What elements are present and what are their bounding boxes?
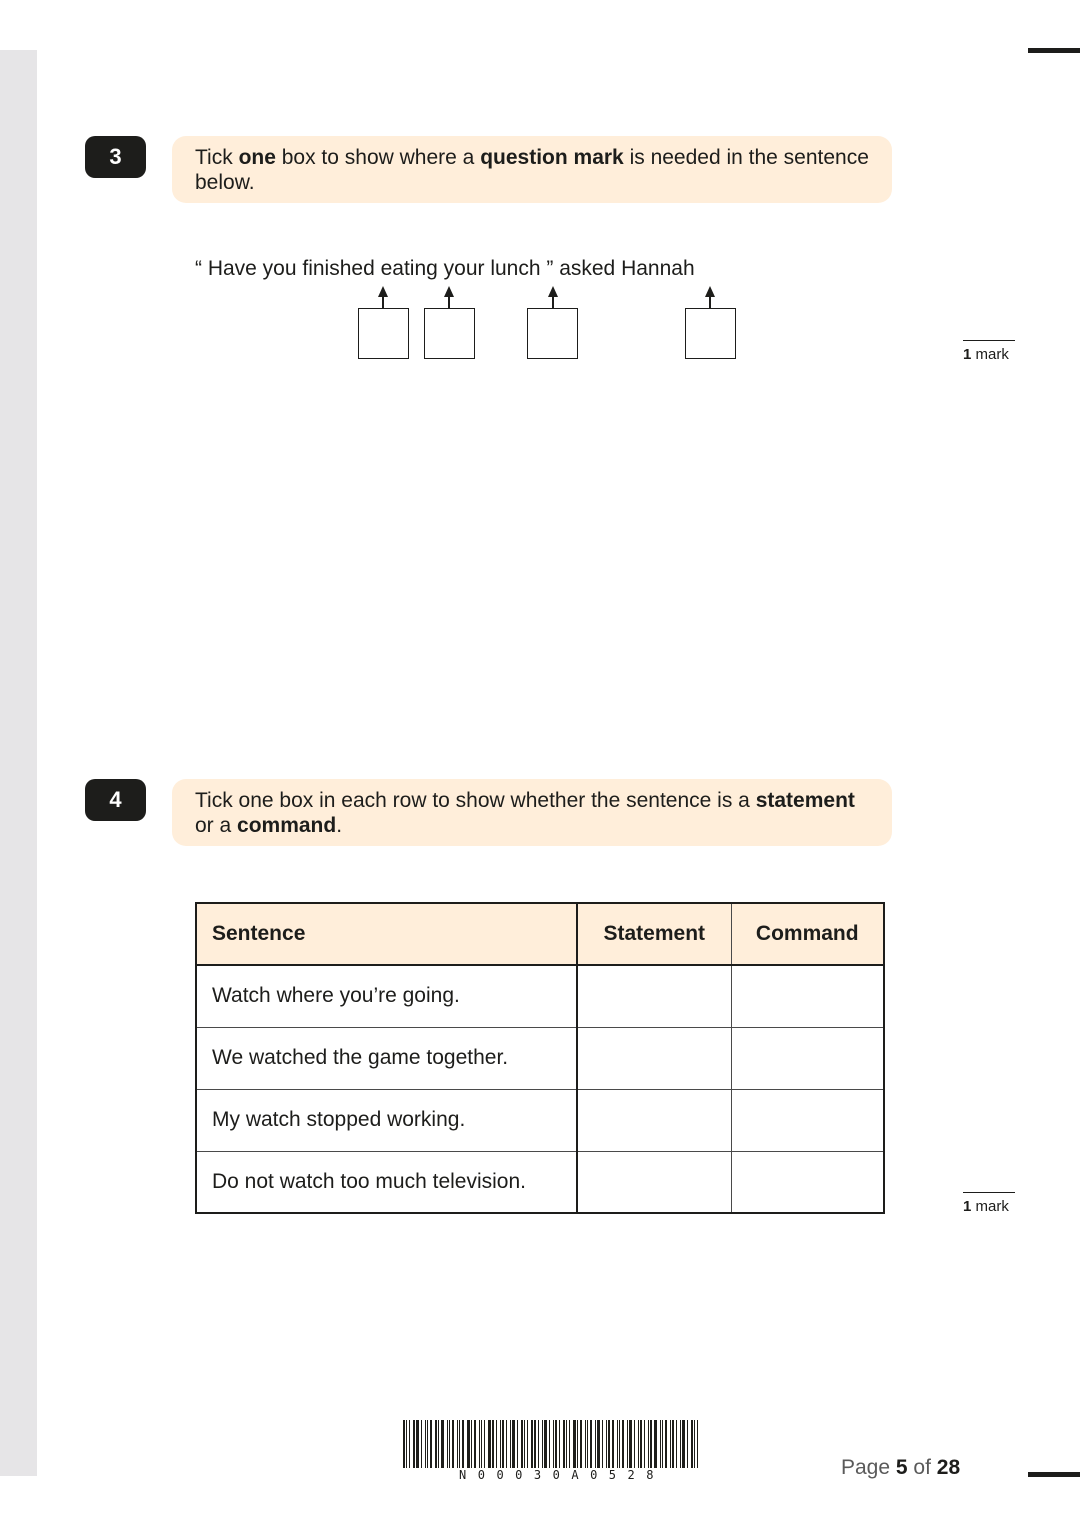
instruction-text: . bbox=[336, 814, 343, 837]
instruction-text: Tick one box in each row to show whether the sentence is a bbox=[195, 789, 756, 812]
statement-tick-box[interactable] bbox=[577, 1151, 731, 1213]
barcode-bar bbox=[650, 1420, 652, 1474]
barcode-bar bbox=[413, 1420, 415, 1474]
barcode-bar bbox=[427, 1420, 428, 1474]
instruction-emphasis: command bbox=[237, 814, 337, 837]
barcode-bar bbox=[634, 1420, 635, 1474]
barcode-bar bbox=[447, 1420, 448, 1474]
barcode-code: N00030A0528 bbox=[403, 1468, 701, 1482]
pointer-arrow-icon bbox=[378, 286, 388, 308]
barcode-bar bbox=[467, 1420, 470, 1474]
sentence-cell: Do not watch too much television. bbox=[196, 1151, 577, 1213]
question-4-mark bbox=[963, 1198, 1009, 1215]
barcode-bar bbox=[697, 1420, 698, 1474]
barcode-bar bbox=[680, 1420, 681, 1474]
question-3-instruction bbox=[172, 136, 892, 203]
barcode-bar bbox=[559, 1420, 560, 1474]
sentence-cell: Watch where you’re going. bbox=[196, 965, 577, 1027]
barcode-bar bbox=[462, 1420, 464, 1474]
barcode-bar bbox=[682, 1420, 685, 1474]
table-row bbox=[196, 1027, 884, 1089]
barcode-bar bbox=[617, 1420, 618, 1474]
barcode-bar bbox=[481, 1420, 482, 1474]
instruction-emphasis: one bbox=[238, 146, 276, 169]
barcode-bar bbox=[687, 1420, 688, 1474]
tick-box-2[interactable] bbox=[424, 308, 475, 359]
page-total: 28 bbox=[936, 1456, 961, 1479]
barcode-bar bbox=[438, 1420, 439, 1474]
barcode-bar bbox=[500, 1420, 501, 1474]
barcode-bar bbox=[549, 1420, 550, 1474]
corner-registration-mark bbox=[1028, 1472, 1080, 1477]
sentence-cell: We watched the game together. bbox=[196, 1027, 577, 1089]
table-row bbox=[196, 1151, 884, 1213]
barcode-bar bbox=[502, 1420, 504, 1474]
header-statement: Statement bbox=[577, 903, 731, 965]
barcode-bar bbox=[492, 1420, 494, 1474]
barcode-bar bbox=[506, 1420, 507, 1474]
barcode-bar bbox=[597, 1420, 600, 1474]
page-current: 5 bbox=[895, 1456, 908, 1479]
barcode-bar bbox=[595, 1420, 596, 1474]
barcode-bar bbox=[553, 1420, 554, 1474]
barcode-bar bbox=[521, 1420, 523, 1474]
barcode-bar bbox=[672, 1420, 674, 1474]
barcode-bar bbox=[587, 1420, 588, 1474]
statement-tick-box[interactable] bbox=[577, 965, 731, 1027]
barcode-bar bbox=[406, 1420, 407, 1474]
barcode-bar bbox=[457, 1420, 458, 1474]
barcode-bar bbox=[654, 1420, 657, 1474]
pointer-arrow-icon bbox=[705, 286, 715, 308]
barcode-bar bbox=[638, 1420, 639, 1474]
barcode-bar bbox=[590, 1420, 592, 1474]
page-prefix: Page bbox=[841, 1456, 896, 1479]
barcode-bar bbox=[622, 1420, 624, 1474]
instruction-text: Tick bbox=[195, 146, 239, 169]
question-3-number: 3 bbox=[85, 136, 146, 178]
barcode-bar bbox=[425, 1420, 426, 1474]
command-tick-box[interactable] bbox=[731, 1027, 884, 1089]
command-tick-box[interactable] bbox=[731, 1089, 884, 1151]
barcode-bar bbox=[430, 1420, 432, 1474]
barcode-bar bbox=[421, 1420, 422, 1474]
header-sentence: Sentence bbox=[196, 903, 577, 965]
barcode-bar bbox=[573, 1420, 576, 1474]
question-4-number: 4 bbox=[85, 779, 146, 821]
barcode-bar bbox=[409, 1420, 410, 1474]
barcode-bar bbox=[627, 1420, 628, 1474]
command-tick-box[interactable] bbox=[731, 1151, 884, 1213]
barcode-bar bbox=[531, 1420, 533, 1474]
barcode-bar bbox=[577, 1420, 578, 1474]
header-command: Command bbox=[731, 903, 884, 965]
barcode-bar bbox=[479, 1420, 480, 1474]
statement-tick-box[interactable] bbox=[577, 1027, 731, 1089]
barcode-bar bbox=[449, 1420, 450, 1474]
barcode-bar bbox=[435, 1420, 437, 1474]
barcode-bar bbox=[660, 1420, 661, 1474]
barcode-bar bbox=[527, 1420, 528, 1474]
barcode-bar bbox=[602, 1420, 603, 1474]
barcode-bar bbox=[459, 1420, 460, 1474]
table-row bbox=[196, 1089, 884, 1151]
instruction-emphasis: question mark bbox=[480, 146, 624, 169]
mark-text: mark bbox=[971, 346, 1009, 363]
pointer-arrow-icon bbox=[444, 286, 454, 308]
sentence-type-table bbox=[195, 902, 885, 1214]
mark-number: 1 bbox=[963, 1198, 972, 1215]
barcode-bar bbox=[563, 1420, 565, 1474]
mark-text: mark bbox=[971, 1198, 1009, 1215]
barcode-bar bbox=[585, 1420, 586, 1474]
barcode-bar bbox=[566, 1420, 567, 1474]
tick-box-4[interactable] bbox=[685, 308, 736, 359]
sentence-cell: My watch stopped working. bbox=[196, 1089, 577, 1151]
mark-divider bbox=[963, 340, 1015, 341]
barcode-bar bbox=[538, 1420, 539, 1474]
mark-divider bbox=[963, 1192, 1015, 1193]
barcode-bar bbox=[619, 1420, 620, 1474]
barcode-bar bbox=[670, 1420, 671, 1474]
instruction-text: box to show where a bbox=[275, 146, 481, 169]
barcode-bar bbox=[510, 1420, 511, 1474]
margin-strip bbox=[0, 50, 37, 1476]
page-number bbox=[841, 1456, 960, 1480]
barcode-bar bbox=[608, 1420, 610, 1474]
barcode-bar bbox=[441, 1420, 444, 1474]
barcode-bar bbox=[524, 1420, 525, 1474]
barcode-bar bbox=[517, 1420, 518, 1474]
barcode-bar bbox=[512, 1420, 515, 1474]
instruction-text: is needed in the sentence below. bbox=[195, 146, 869, 194]
statement-tick-box[interactable] bbox=[577, 1089, 731, 1151]
tick-box-1[interactable] bbox=[358, 308, 409, 359]
question-3-sentence: “ Have you finished eating your lunch ” asked Hannah bbox=[195, 257, 695, 280]
barcode-bar bbox=[676, 1420, 677, 1474]
barcode-bar bbox=[644, 1420, 645, 1474]
barcode-bar bbox=[694, 1420, 695, 1474]
barcode-bar bbox=[606, 1420, 607, 1474]
barcode-bar bbox=[612, 1420, 614, 1474]
table-header-row bbox=[196, 903, 884, 965]
instruction-emphasis: statement bbox=[755, 789, 855, 812]
tick-box-3[interactable] bbox=[527, 308, 578, 359]
barcode-bar bbox=[496, 1420, 497, 1474]
barcode-bar bbox=[403, 1420, 405, 1474]
barcode-bar bbox=[662, 1420, 663, 1474]
barcode-bar bbox=[580, 1420, 582, 1474]
barcode-bar bbox=[691, 1420, 693, 1474]
barcode-bar bbox=[629, 1420, 632, 1474]
barcode-bar bbox=[474, 1420, 476, 1474]
barcode-bar bbox=[534, 1420, 536, 1474]
barcode-bar bbox=[488, 1420, 491, 1474]
barcode-bar bbox=[452, 1420, 454, 1474]
barcode bbox=[403, 1420, 701, 1482]
command-tick-box[interactable] bbox=[731, 965, 884, 1027]
barcode-bars bbox=[403, 1420, 701, 1474]
pointer-arrow-icon bbox=[548, 286, 558, 308]
barcode-bar bbox=[416, 1420, 419, 1474]
barcode-bar bbox=[471, 1420, 472, 1474]
barcode-bar bbox=[640, 1420, 642, 1474]
barcode-bar bbox=[648, 1420, 649, 1474]
mark-number: 1 bbox=[963, 346, 972, 363]
barcode-bar bbox=[484, 1420, 485, 1474]
instruction-text: or a bbox=[195, 814, 238, 837]
page-middle: of bbox=[907, 1456, 937, 1479]
barcode-bar bbox=[555, 1420, 557, 1474]
barcode-bar bbox=[569, 1420, 570, 1474]
table-row bbox=[196, 965, 884, 1027]
question-4-instruction bbox=[172, 779, 892, 846]
corner-registration-mark bbox=[1028, 48, 1080, 53]
barcode-bar bbox=[544, 1420, 547, 1474]
barcode-bar bbox=[665, 1420, 667, 1474]
question-3-mark bbox=[963, 346, 1009, 363]
barcode-bar bbox=[542, 1420, 543, 1474]
